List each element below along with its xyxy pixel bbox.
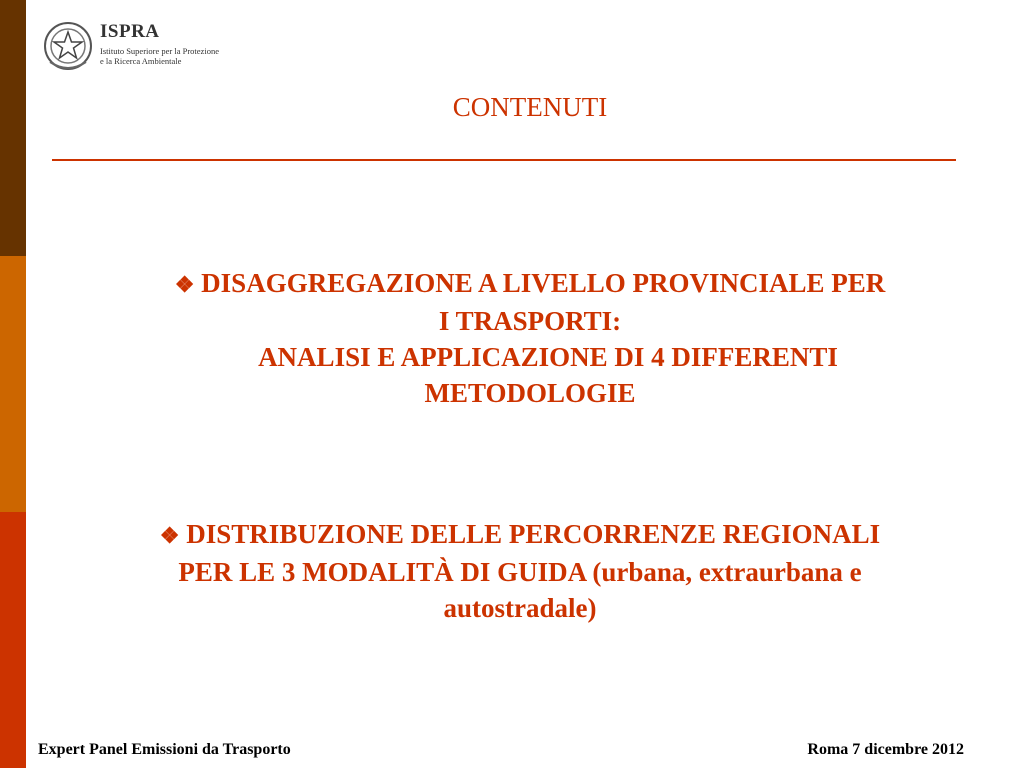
logo-title: ISPRA	[100, 21, 160, 42]
bullet-2-text-line2: PER LE 3 MODALITÀ DI GUIDA (urbana, extraurbana e	[178, 557, 862, 587]
diamond-bullet-icon: ❖	[174, 272, 195, 297]
side-bar-top	[0, 0, 26, 256]
side-bar-bottom	[0, 512, 26, 768]
bullet-1-text-line2: I TRASPORTI:	[438, 306, 622, 336]
diamond-bullet-icon: ❖	[159, 523, 180, 548]
footer-event-title: Expert Panel Emissioni da Trasporto	[38, 741, 291, 758]
bullet-2	[40, 516, 1000, 626]
logo-subtitle-line1: Istituto Superiore per la Protezione	[100, 46, 219, 56]
ispra-logo	[42, 18, 242, 76]
bullet-1-line1	[60, 265, 1000, 303]
bullet-1-text-line4: METODOLOGIE	[424, 378, 636, 408]
bullet-2-line1	[40, 516, 1000, 554]
bullet-1	[60, 265, 1000, 411]
page-title: CONTENUTI	[452, 92, 608, 122]
bullet-1-text-line1: DISAGGREGAZIONE A LIVELLO PROVINCIALE PER	[201, 268, 886, 298]
logo-subtitle	[100, 46, 219, 66]
logo-subtitle-line2: e la Ricerca Ambientale	[100, 56, 182, 66]
bullet-2-text-line1: DISTRIBUZIONE DELLE PERCORRENZE REGIONALI	[186, 519, 881, 549]
bullet-1-text-line3: ANALISI E APPLICAZIONE DI 4 DIFFERENTI	[258, 342, 838, 372]
side-bar-middle	[0, 256, 26, 512]
republic-emblem-icon	[42, 18, 94, 74]
bullet-2-text-line3: autostradale)	[443, 593, 597, 623]
title-divider	[52, 159, 956, 161]
footer-date: Roma 7 dicembre 2012	[807, 741, 964, 758]
